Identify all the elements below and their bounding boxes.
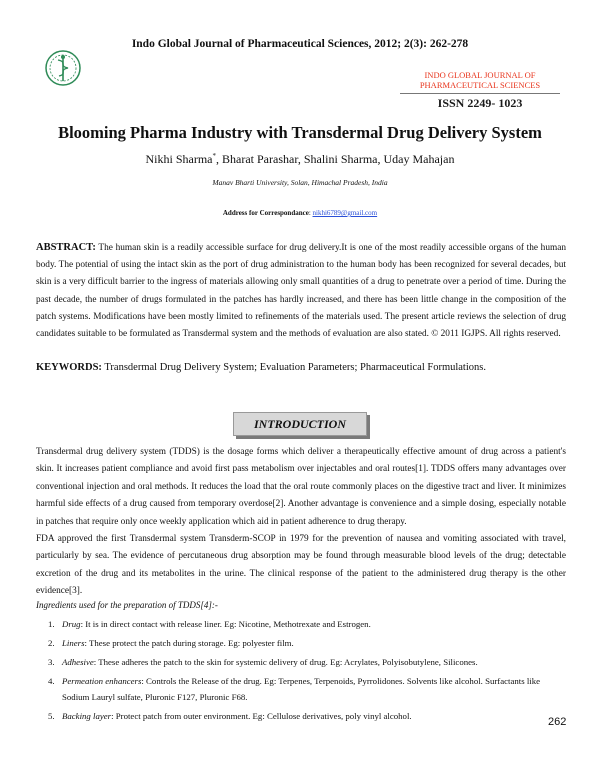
journal-name-line2: PHARMACEUTICAL SCIENCES [419, 80, 541, 90]
journal-logo [44, 48, 82, 88]
list-item [36, 708, 566, 724]
correspondence-email-link[interactable]: nikhi6789@gmail.com [312, 209, 378, 217]
list-item-number: 5. [48, 711, 55, 721]
journal-header: Indo Global Journal of Pharmaceutical Sciences, 2012; 2(3): 262-278 [131, 38, 469, 50]
list-item-number: 3. [48, 657, 55, 667]
keywords-text: Transdermal Drug Delivery System; Evaluation Parameters; Pharmaceutical Formulations. [101, 362, 486, 373]
intro-paragraph-1: Transdermal drug delivery system (TDDS) is the dosage forms which deliver a therapeutically effective amount of drug across a patient's skin. It increases patient compliance and avoid first pass metabolism over injectables and oral routes[1]. TDDS offers many advantages over conventional injection and oral methods. It reduces the load that the oral route commonly places on the digestive tract and liver. It minimizes harmful side effects of a drug caused from temporary overdose[2]. Another advantage is convenience and a simple dosing, especially notable in patches that require only once weekly application which aid in patient adherence to drug therapy. [36, 447, 566, 527]
list-item-desc: : Protect patch from outer environment. Eg: Cellulose derivatives, poly vinyl alcohol. [111, 711, 412, 721]
abstract-label: ABSTRACT: [36, 242, 96, 253]
intro-paragraph-2: FDA approved the first Transdermal system Transderm-SCOP in 1979 for the prevention of nausea and vomiting associated with travel, particularly by sea. The evidence of percutaneous drug absorption may be found through measurable blood levels of the drug; detectable excretion of the drug and its metabolites in the urine. The clinical response of the patient to the administered drug therapy is the other evidence[3]. [36, 534, 566, 597]
corresponding-author-mark: * [212, 152, 217, 160]
correspondence-line [0, 209, 600, 217]
introduction-body [36, 444, 566, 601]
list-item [36, 616, 566, 632]
journal-name-line1: INDO GLOBAL JOURNAL OF [424, 70, 536, 80]
page-number: 262 [548, 716, 567, 728]
journal-issn-box [400, 70, 560, 111]
list-item [36, 673, 566, 705]
list-item-number: 2. [48, 638, 55, 648]
list-item-desc: : These adheres the patch to the skin for systemic delivery of drug. Eg: Acrylates, Polyisobutylene, Silicones. [93, 657, 478, 667]
list-item-term: Liners [62, 638, 85, 648]
authors-line [0, 152, 600, 167]
list-item [36, 654, 566, 670]
list-item-term: Permeation enhancers [62, 676, 142, 686]
ingredients-heading: Ingredients used for the preparation of TDDS[4]:- [36, 600, 218, 610]
list-item-term: Backing layer [62, 711, 112, 721]
list-item-number: 4. [48, 676, 55, 686]
correspondence-label: Address for Correspondance [222, 209, 309, 217]
abstract-text: The human skin is a readily accessible surface for drug delivery.It is one of the most readily accessible organs of the human body. The potential of using the intact skin as the port of drug administration to the human body has been recognized for several decades, but skin is a very difficult barrier to the ingress of materials allowing only small quantities of a drug to penetrate over a period of time. During the past decade, the number of drugs formulated in the patches has hardly increased, and there has been little change in the composition of the patch systems. Modifications have been mostly limited to refinements of the materials used. The present article reviews the selection of drug candidates suitable to be formulated as Transdermal system and the methods of evaluation are also stated. © 2011 IGJPS. All rights reserved. [36, 243, 566, 340]
keywords-label: KEYWORDS: [36, 362, 102, 373]
list-item-desc: : These protect the patch during storage. Eg: polyester film. [84, 638, 294, 648]
first-author: Nikhi Sharma [145, 152, 213, 166]
correspondence-separator: : [308, 209, 313, 217]
list-item-desc: : Controls the Release of the drug. Eg: Terpenes, Terpenoids, Pyrrolidones. Solvents like alcohol. Surfactants like Sodium Lauryl sulfate, Pluronic F127, Pluronic F68. [62, 676, 541, 702]
list-item-number: 1. [48, 619, 55, 629]
list-item-term: Drug [62, 619, 81, 629]
affiliation: Manav Bharti University, Solan, Himachal Pradesh, India [212, 178, 388, 187]
list-item-desc: : It is in direct contact with release liner. Eg: Nicotine, Methotrexate and Estrogen. [80, 619, 371, 629]
abstract-paragraph [36, 239, 566, 343]
issn-label: ISSN 2249- 1023 [400, 93, 560, 111]
caduceus-logo-icon [44, 48, 82, 88]
ingredients-list [36, 616, 566, 727]
list-item-term: Adhesive [62, 657, 94, 667]
list-item [36, 635, 566, 651]
section-heading-introduction: INTRODUCTION [233, 412, 367, 436]
keywords-line [36, 362, 566, 373]
other-authors: , Bharat Parashar, Shalini Sharma, Uday Mahajan [216, 152, 455, 166]
paper-title: Blooming Pharma Industry with Transdermal Drug Delivery System [58, 123, 542, 142]
